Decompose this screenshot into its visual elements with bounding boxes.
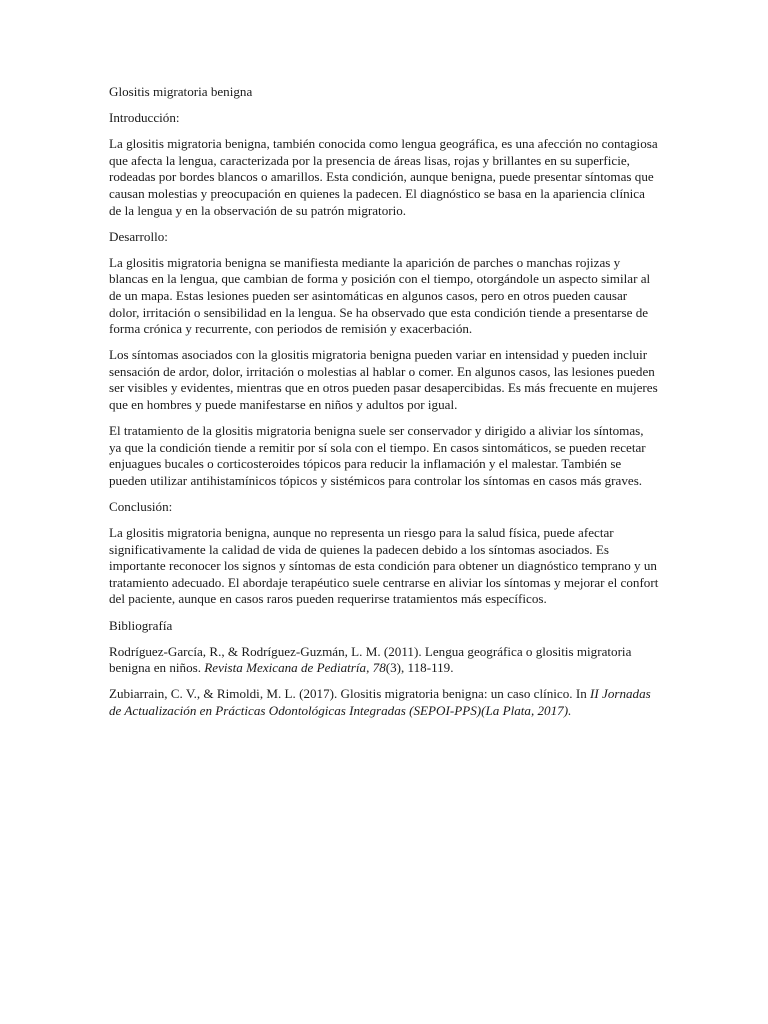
conclusion-heading: Conclusión: [109,498,173,514]
intro-paragraph: La glositis migratoria benigna, también conocida como lengua geográfica, es una afección no contagiosa que afecta la lengua, caracterizada por la presencia de áreas lisas, rojas y brillantes en su superficie, rodeadas por bordes blancos o amarillos. Esta condición, aunque benigna, puede presentar síntomas que causan molestias y preocupación en quienes la padecen. El diagnóstico se basa en la apariencia clínica de la lengua y en la observación de su patrón migratorio. [109,136,658,218]
reference-1-volume: 78 [372,660,386,676]
development-paragraph-2: Los síntomas asociados con la glositis migratoria benigna pueden variar en intensidad y pueden incluir sensación de ardor, dolor, irritación o molestias al hablar o comer. En algunos casos, las lesiones pueden ser visibles y evidentes, mientras que en otros pueden pasar desapercibidas. Es más frecuente en mujeres que en hombres y puede manifestarse en niños y adultos por igual. [109,347,658,412]
development-paragraph-1: La glositis migratoria benigna se manifiesta mediante la aparición de parches o manchas rojizas y blancas en la lengua, que cambian de forma y posición con el tiempo, otorgándole un aspecto similar al de un mapa. Estas lesiones pueden ser asintomáticas en algunos casos, pero en otros pueden causar dolor, irritación o sensibilidad en la lengua. Se ha observado que esta condición tiende a presentarse de forma crónica y recurrente, con periodos de remisión y exacerbación. [109,254,651,337]
reference-1-separator: , [366,660,373,676]
document-title: Glositis migratoria benigna [109,84,253,99]
reference-1 [109,644,659,677]
reference-2-end: . [568,702,572,718]
bibliography-heading: Bibliografía [109,617,173,633]
reference-1-authors-title: Rodríguez-García, R., & Rodríguez-Guzmán, L. M. (2011). Lengua geográfica o glositis migratoria benigna en niños. [109,643,632,676]
intro-heading: Introducción: [109,110,180,126]
reference-2-source: II Jornadas de Actualización en Prácticas Odontológicas Integradas (SEPOI-PPS)(La Plata, 2017) [109,686,651,718]
reference-2-authors-title: Zubiarrain, C. V., & Rimoldi, M. L. (2017). Glositis migratoria benigna: un caso clínico. In [109,686,591,702]
conclusion-paragraph: La glositis migratoria benigna, aunque no representa un riesgo para la salud física, puede afectar significativamente la calidad de vida de quienes la padecen debido a los síntomas asociados. Es importante reconocer los signos y síntomas de esta condición para obtener un diagnóstico temprano y un tratamiento adecuado. El abordaje terapéutico suele centrarse en aliviar los síntomas y mejorar el confort del paciente, aunque en casos raros pueden requerirse tratamientos más específicos. [109,525,659,607]
reference-1-journal: Revista Mexicana de Pediatría [204,660,367,676]
development-paragraph-3: El tratamiento de la glositis migratoria benigna suele ser conservador y dirigido a aliviar los síntomas, ya que la condición tiende a remitir por sí sola con el tiempo. En casos sintomáticos, se pueden recetar enjuagues bucales o corticosteroides tópicos para reducir la inflamación y el malestar. También se pueden utilizar antihistamínicos tópicos y sistémicos para controlar los síntomas en casos más graves. [109,423,646,488]
reference-1-pages: (3), 118-119. [385,660,454,676]
reference-2 [109,686,659,719]
development-heading: Desarrollo: [109,228,168,244]
document-page [109,84,659,729]
